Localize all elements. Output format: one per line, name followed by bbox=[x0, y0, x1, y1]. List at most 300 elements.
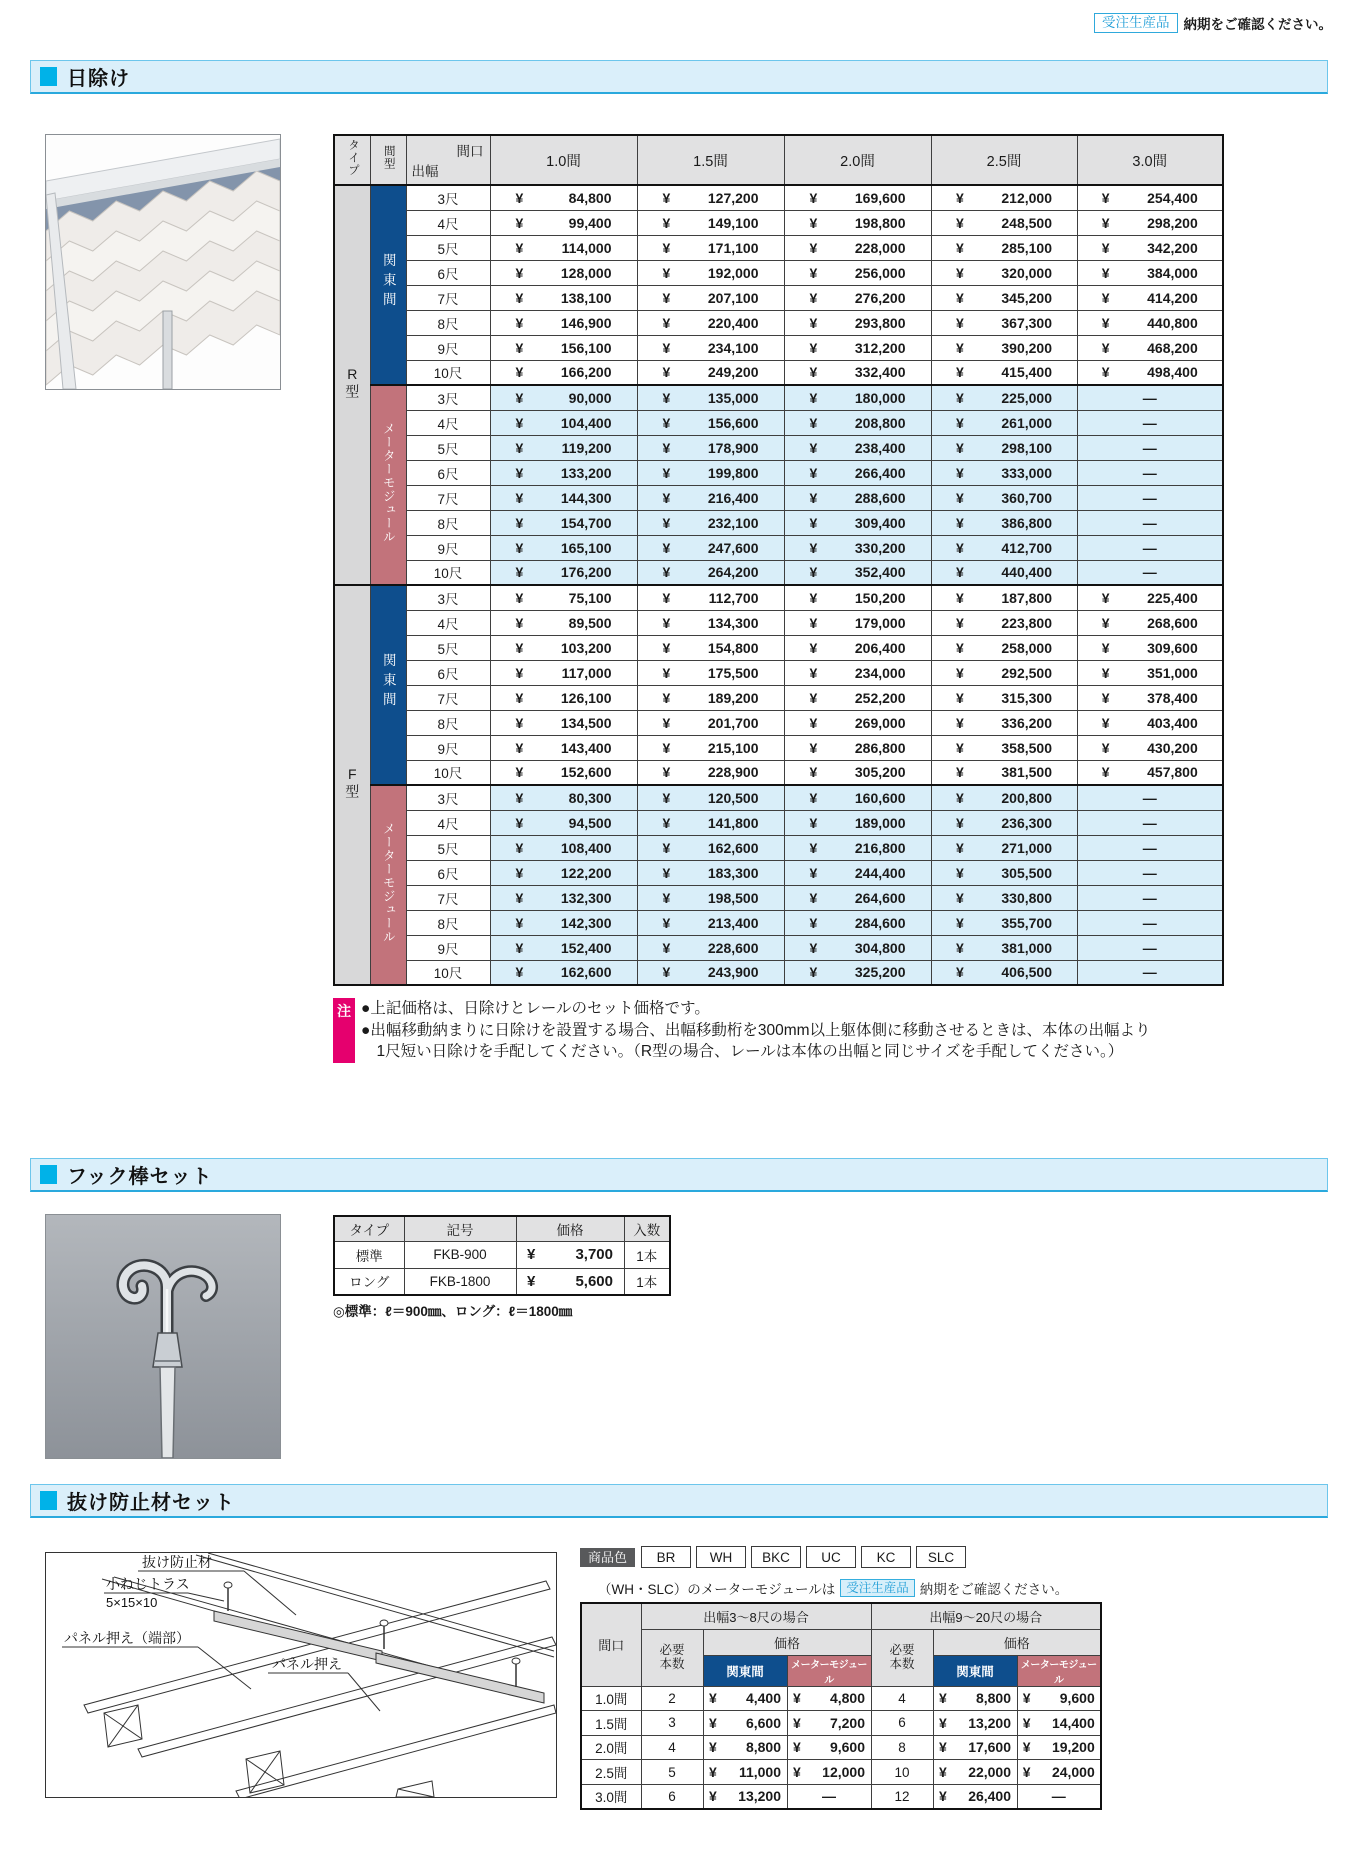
price-cell bbox=[931, 485, 1077, 510]
price-amount: 201,700 bbox=[707, 714, 759, 731]
price-amount: 412,700 bbox=[1001, 539, 1052, 556]
price-amount: 94,500 bbox=[568, 814, 612, 831]
price-value bbox=[659, 740, 763, 756]
price-cell bbox=[637, 385, 784, 410]
nuke-row bbox=[581, 1784, 1101, 1809]
currency-symbol: ¥ bbox=[956, 314, 964, 331]
no-price-dash: — bbox=[1142, 389, 1157, 406]
currency-symbol: ¥ bbox=[515, 339, 524, 356]
price-amount: 406,500 bbox=[1001, 964, 1052, 981]
hook-row bbox=[334, 1241, 670, 1268]
price-value bbox=[512, 315, 616, 331]
price-cell bbox=[490, 885, 637, 910]
price-amount: 360,700 bbox=[1001, 489, 1052, 506]
currency-symbol: ¥ bbox=[809, 964, 818, 981]
price-value bbox=[659, 490, 763, 506]
currency-symbol: ¥ bbox=[662, 289, 671, 306]
currency-symbol: ¥ bbox=[1022, 1714, 1031, 1731]
price-cell bbox=[931, 310, 1077, 335]
diagram-label-part: パネル押え bbox=[272, 1656, 342, 1672]
price-value bbox=[952, 940, 1056, 956]
depth-label: 4尺 bbox=[406, 810, 490, 835]
price-cell bbox=[490, 560, 637, 585]
price-value bbox=[952, 415, 1056, 431]
product-color-option: SLC bbox=[916, 1546, 966, 1568]
hook-price-table bbox=[333, 1215, 671, 1296]
depth-label: 3尺 bbox=[406, 385, 490, 410]
price-row bbox=[334, 360, 1223, 385]
currency-symbol: ¥ bbox=[809, 264, 818, 281]
price-value bbox=[512, 940, 616, 956]
currency-symbol: ¥ bbox=[956, 864, 964, 881]
currency-symbol: ¥ bbox=[809, 514, 818, 531]
currency-symbol: ¥ bbox=[515, 639, 524, 656]
price-cell bbox=[490, 485, 637, 510]
currency-symbol: ¥ bbox=[515, 789, 524, 806]
price-amount: 367,300 bbox=[1001, 314, 1052, 331]
currency-symbol: ¥ bbox=[515, 689, 524, 706]
price-amount: 216,400 bbox=[707, 489, 759, 506]
currency-symbol: ¥ bbox=[956, 664, 964, 681]
price-amount: 199,800 bbox=[707, 464, 759, 481]
currency-symbol: ¥ bbox=[956, 289, 964, 306]
qty-cell: 4 bbox=[641, 1735, 703, 1760]
qty-cell: 8 bbox=[871, 1735, 933, 1760]
price-cell bbox=[490, 410, 637, 435]
price-cell bbox=[931, 360, 1077, 385]
price-cell bbox=[1017, 1784, 1101, 1809]
currency-symbol: ¥ bbox=[515, 314, 524, 331]
price-value bbox=[806, 690, 910, 706]
currency-symbol: ¥ bbox=[515, 839, 524, 856]
price-cell bbox=[787, 1686, 871, 1711]
currency-symbol: ¥ bbox=[809, 864, 818, 881]
price-cell bbox=[931, 735, 1077, 760]
price-cell bbox=[931, 760, 1077, 785]
price-amount: 138,100 bbox=[560, 289, 612, 306]
currency-symbol: ¥ bbox=[662, 839, 671, 856]
price-amount: 355,700 bbox=[1001, 914, 1052, 931]
price-value bbox=[1098, 290, 1202, 306]
price-value bbox=[512, 364, 616, 380]
price-value bbox=[952, 740, 1056, 756]
currency-symbol: ¥ bbox=[662, 489, 671, 506]
order-note-prefix: （WH・SLC）のメーターモジュールは bbox=[598, 1582, 836, 1597]
price-row bbox=[334, 685, 1223, 710]
price-amount: 333,000 bbox=[1001, 464, 1052, 481]
price-value bbox=[523, 1246, 617, 1263]
currency-symbol: ¥ bbox=[956, 639, 964, 656]
price-cell bbox=[931, 860, 1077, 885]
hook-photo-graphic bbox=[46, 1215, 280, 1458]
price-cell bbox=[637, 885, 784, 910]
price-row bbox=[334, 635, 1223, 660]
currency-symbol: ¥ bbox=[662, 714, 671, 731]
price-value bbox=[512, 790, 616, 806]
price-amount: 156,100 bbox=[560, 339, 612, 356]
price-cell bbox=[637, 535, 784, 560]
price-value bbox=[659, 615, 763, 631]
price-amount: 166,200 bbox=[560, 364, 612, 381]
depth-label: 9尺 bbox=[406, 535, 490, 560]
currency-symbol: ¥ bbox=[662, 614, 671, 631]
price-value bbox=[512, 265, 616, 281]
price-value bbox=[659, 440, 763, 456]
price-value bbox=[806, 964, 910, 980]
price-amount: 9,600 bbox=[829, 1739, 865, 1756]
price-value bbox=[512, 390, 616, 406]
price-value bbox=[806, 215, 910, 231]
price-cell bbox=[931, 660, 1077, 685]
price-amount: 320,000 bbox=[1001, 264, 1052, 281]
no-price-dash: — bbox=[1142, 789, 1157, 806]
price-cell bbox=[931, 960, 1077, 985]
price-cell bbox=[490, 735, 637, 760]
currency-symbol: ¥ bbox=[662, 264, 671, 281]
depth-label: 6尺 bbox=[406, 260, 490, 285]
price-header: 価格 bbox=[703, 1629, 871, 1655]
currency-symbol: ¥ bbox=[956, 614, 964, 631]
price-amount: 114,000 bbox=[561, 239, 612, 256]
price-cell bbox=[931, 410, 1077, 435]
currency-symbol: ¥ bbox=[662, 439, 671, 456]
price-value bbox=[1019, 1764, 1099, 1780]
currency-symbol: ¥ bbox=[809, 489, 818, 506]
price-amount: 104,400 bbox=[560, 414, 612, 431]
currency-symbol: ¥ bbox=[709, 1764, 717, 1781]
price-value bbox=[952, 190, 1056, 206]
price-cell bbox=[931, 710, 1077, 735]
price-amount: 468,200 bbox=[1147, 339, 1198, 356]
price-amount: 342,200 bbox=[1147, 239, 1198, 256]
price-cell bbox=[931, 210, 1077, 235]
price-cell bbox=[1077, 510, 1223, 535]
currency-symbol: ¥ bbox=[1101, 264, 1110, 281]
price-amount: 17,600 bbox=[968, 1739, 1012, 1756]
price-value bbox=[512, 640, 616, 656]
hook-column-header: タイプ bbox=[334, 1216, 404, 1241]
price-cell bbox=[931, 335, 1077, 360]
span-label-cell: 3.0間 bbox=[581, 1784, 641, 1809]
price-value bbox=[512, 964, 616, 980]
price-value bbox=[952, 715, 1056, 731]
price-cell bbox=[490, 310, 637, 335]
nuke-row bbox=[581, 1760, 1101, 1785]
price-value bbox=[659, 465, 763, 481]
price-value bbox=[952, 890, 1056, 906]
price-value bbox=[659, 190, 763, 206]
width-column-header: 3.0間 bbox=[1077, 135, 1223, 185]
currency-symbol: ¥ bbox=[515, 489, 524, 506]
price-amount: 223,800 bbox=[1001, 614, 1052, 631]
price-cell bbox=[1077, 585, 1223, 610]
depth-range-header: 出幅3～8尺の場合 bbox=[641, 1603, 871, 1629]
price-amount: 220,400 bbox=[707, 314, 759, 331]
price-cell bbox=[490, 710, 637, 735]
price-value bbox=[806, 315, 910, 331]
price-cell bbox=[490, 510, 637, 535]
price-cell bbox=[784, 835, 931, 860]
currency-symbol: ¥ bbox=[956, 814, 964, 831]
price-cell bbox=[490, 585, 637, 610]
price-cell bbox=[784, 185, 931, 210]
no-price-dash: — bbox=[1142, 914, 1157, 931]
price-value bbox=[512, 515, 616, 531]
price-amount: 127,200 bbox=[707, 189, 759, 206]
diagram-label-part: パネル押え（端部） bbox=[64, 1630, 190, 1646]
price-amount: 330,800 bbox=[1001, 889, 1052, 906]
product-color-option: KC bbox=[861, 1546, 911, 1568]
currency-symbol: ¥ bbox=[1101, 639, 1110, 656]
price-amount: 228,900 bbox=[707, 764, 759, 781]
price-value bbox=[952, 764, 1056, 780]
price-value bbox=[952, 690, 1056, 706]
currency-symbol: ¥ bbox=[956, 539, 964, 556]
section-title: フック棒セット bbox=[67, 1166, 213, 1188]
price-amount: 117,000 bbox=[561, 664, 612, 681]
qty-cell: 10 bbox=[871, 1760, 933, 1785]
price-value bbox=[952, 490, 1056, 506]
currency-symbol: ¥ bbox=[939, 1788, 947, 1805]
currency-symbol: ¥ bbox=[709, 1739, 717, 1756]
price-amount: 14,400 bbox=[1051, 1714, 1095, 1731]
price-value bbox=[512, 240, 616, 256]
currency-symbol: ¥ bbox=[956, 889, 964, 906]
price-value bbox=[512, 890, 616, 906]
price-cell bbox=[1077, 735, 1223, 760]
price-row bbox=[334, 710, 1223, 735]
section-marker-icon bbox=[40, 1491, 57, 1510]
price-amount: 254,400 bbox=[1147, 189, 1198, 206]
price-amount: 298,100 bbox=[1001, 439, 1052, 456]
price-amount: 258,000 bbox=[1001, 639, 1052, 656]
price-cell bbox=[784, 310, 931, 335]
price-value bbox=[512, 340, 616, 356]
price-value bbox=[1019, 1739, 1099, 1755]
price-amount: 162,600 bbox=[707, 839, 759, 856]
currency-symbol: ¥ bbox=[515, 514, 524, 531]
price-cell bbox=[931, 610, 1077, 635]
price-cell bbox=[931, 510, 1077, 535]
price-amount: 128,000 bbox=[560, 264, 612, 281]
currency-symbol: ¥ bbox=[515, 564, 524, 581]
price-amount: 264,600 bbox=[854, 889, 906, 906]
price-value bbox=[1019, 1690, 1099, 1706]
price-value bbox=[512, 490, 616, 506]
currency-symbol: ¥ bbox=[662, 639, 671, 656]
price-amount: 332,400 bbox=[854, 364, 906, 381]
price-row bbox=[334, 435, 1223, 460]
price-amount: 298,200 bbox=[1147, 214, 1198, 231]
price-value bbox=[1019, 1715, 1099, 1731]
currency-symbol: ¥ bbox=[515, 389, 524, 406]
price-cell bbox=[637, 235, 784, 260]
currency-symbol: ¥ bbox=[662, 314, 671, 331]
currency-symbol: ¥ bbox=[515, 464, 524, 481]
price-cell bbox=[1077, 835, 1223, 860]
currency-symbol: ¥ bbox=[956, 964, 964, 981]
price-cell bbox=[784, 885, 931, 910]
price-amount: 3,700 bbox=[575, 1246, 613, 1263]
currency-symbol: ¥ bbox=[515, 614, 524, 631]
price-value bbox=[705, 1739, 785, 1755]
price-value bbox=[1098, 590, 1202, 606]
price-row bbox=[334, 610, 1223, 635]
currency-symbol: ¥ bbox=[527, 1246, 536, 1263]
span-label-cell: 1.0間 bbox=[581, 1686, 641, 1711]
price-value bbox=[952, 564, 1056, 580]
hiyoke-price-table-wrap bbox=[333, 134, 1224, 986]
price-cell bbox=[490, 385, 637, 410]
meter-module-header: メーターモジュール bbox=[1017, 1655, 1101, 1686]
price-cell bbox=[637, 785, 784, 810]
currency-symbol: ¥ bbox=[515, 764, 524, 781]
price-value bbox=[806, 890, 910, 906]
price-cell bbox=[637, 260, 784, 285]
price-value bbox=[806, 364, 910, 380]
price-value bbox=[1098, 265, 1202, 281]
price-value bbox=[806, 440, 910, 456]
price-amount: 134,300 bbox=[707, 614, 759, 631]
price-value bbox=[952, 390, 1056, 406]
price-cell bbox=[784, 935, 931, 960]
price-cell bbox=[490, 185, 637, 210]
price-amount: 271,000 bbox=[1001, 839, 1052, 856]
price-amount: 19,200 bbox=[1051, 1739, 1095, 1756]
currency-symbol: ¥ bbox=[956, 264, 964, 281]
price-value bbox=[659, 665, 763, 681]
price-amount: 13,200 bbox=[738, 1788, 781, 1805]
nuke-row bbox=[581, 1686, 1101, 1711]
price-cell bbox=[637, 560, 784, 585]
price-value bbox=[806, 340, 910, 356]
qty-cell: 5 bbox=[641, 1760, 703, 1785]
currency-symbol: ¥ bbox=[709, 1690, 717, 1707]
price-amount: 12,000 bbox=[822, 1764, 865, 1781]
price-amount: 9,600 bbox=[1059, 1690, 1095, 1707]
price-cell bbox=[784, 685, 931, 710]
price-cell bbox=[931, 535, 1077, 560]
price-value bbox=[512, 840, 616, 856]
price-row bbox=[334, 860, 1223, 885]
hook-column-header: 入数 bbox=[624, 1216, 670, 1241]
price-value bbox=[659, 715, 763, 731]
price-cell bbox=[784, 560, 931, 585]
type-column-header: タイプ bbox=[334, 135, 370, 185]
price-cell bbox=[637, 585, 784, 610]
currency-symbol: ¥ bbox=[662, 889, 671, 906]
price-cell bbox=[1077, 310, 1223, 335]
price-cell bbox=[1077, 535, 1223, 560]
price-row bbox=[334, 510, 1223, 535]
price-amount: 378,400 bbox=[1147, 689, 1198, 706]
price-cell bbox=[784, 960, 931, 985]
currency-symbol: ¥ bbox=[515, 239, 524, 256]
price-row bbox=[334, 460, 1223, 485]
currency-symbol: ¥ bbox=[1101, 364, 1110, 381]
price-value bbox=[659, 364, 763, 380]
price-value bbox=[659, 515, 763, 531]
depth-label: 10尺 bbox=[406, 760, 490, 785]
price-cell bbox=[637, 960, 784, 985]
currency-symbol: ¥ bbox=[809, 789, 818, 806]
currency-symbol: ¥ bbox=[515, 939, 524, 956]
currency-symbol: ¥ bbox=[939, 1739, 947, 1756]
currency-symbol: ¥ bbox=[515, 914, 524, 931]
price-amount: 162,600 bbox=[560, 964, 612, 981]
span-group-cell: 関東間 bbox=[370, 185, 406, 385]
price-amount: 264,200 bbox=[707, 564, 759, 581]
depth-label: 9尺 bbox=[406, 735, 490, 760]
price-cell bbox=[784, 410, 931, 435]
price-cell bbox=[784, 485, 931, 510]
price-cell bbox=[931, 835, 1077, 860]
currency-symbol: ¥ bbox=[662, 789, 671, 806]
price-cell bbox=[1077, 235, 1223, 260]
span-label-cell: 2.5間 bbox=[581, 1760, 641, 1785]
price-amount: 207,100 bbox=[707, 289, 759, 306]
width-column-header: 2.5間 bbox=[931, 135, 1077, 185]
price-amount: 180,000 bbox=[854, 389, 906, 406]
price-row bbox=[334, 935, 1223, 960]
price-value bbox=[806, 915, 910, 931]
price-amount: 232,100 bbox=[707, 514, 759, 531]
section-marker-icon bbox=[40, 1165, 57, 1184]
price-amount: 165,100 bbox=[560, 539, 612, 556]
price-value bbox=[806, 390, 910, 406]
price-cell bbox=[1017, 1735, 1101, 1760]
hook-table-body bbox=[334, 1241, 670, 1295]
price-value bbox=[806, 190, 910, 206]
note-text bbox=[361, 998, 1153, 1063]
price-value bbox=[789, 1739, 869, 1755]
price-row bbox=[334, 235, 1223, 260]
price-value bbox=[952, 340, 1056, 356]
currency-symbol: ¥ bbox=[793, 1690, 801, 1707]
price-row bbox=[334, 210, 1223, 235]
product-color-row bbox=[580, 1546, 966, 1568]
currency-symbol: ¥ bbox=[809, 814, 818, 831]
price-cell bbox=[703, 1711, 787, 1736]
width-column-header: 1.0間 bbox=[490, 135, 637, 185]
depth-label: 3尺 bbox=[406, 185, 490, 210]
currency-symbol: ¥ bbox=[956, 764, 964, 781]
kanto-header: 関東間 bbox=[703, 1655, 787, 1686]
price-cell bbox=[490, 535, 637, 560]
price-amount: 256,000 bbox=[854, 264, 906, 281]
currency-symbol: ¥ bbox=[709, 1714, 717, 1731]
price-amount: 134,500 bbox=[560, 714, 612, 731]
currency-symbol: ¥ bbox=[515, 814, 524, 831]
currency-symbol: ¥ bbox=[1101, 314, 1110, 331]
currency-symbol: ¥ bbox=[662, 664, 671, 681]
price-value bbox=[659, 390, 763, 406]
price-amount: 304,800 bbox=[854, 939, 906, 956]
depth-label: 10尺 bbox=[406, 560, 490, 585]
price-amount: 252,200 bbox=[854, 689, 906, 706]
price-amount: 11,000 bbox=[738, 1764, 781, 1781]
currency-symbol: ¥ bbox=[809, 364, 818, 381]
nuke-table-body bbox=[581, 1686, 1101, 1809]
price-cell bbox=[784, 210, 931, 235]
price-cell bbox=[1077, 485, 1223, 510]
currency-symbol: ¥ bbox=[1101, 614, 1110, 631]
price-cell bbox=[637, 910, 784, 935]
price-cell bbox=[490, 610, 637, 635]
price-cell bbox=[1077, 460, 1223, 485]
price-value bbox=[1098, 665, 1202, 681]
span-group-cell: メーターモジュール bbox=[370, 385, 406, 585]
